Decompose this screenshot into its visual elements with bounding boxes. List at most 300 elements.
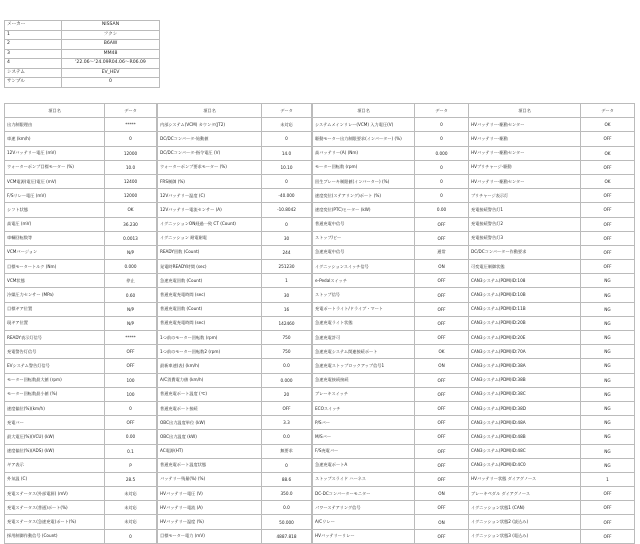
item-value: N/P xyxy=(105,302,157,316)
info-value: NISSAN xyxy=(62,21,160,31)
table-row xyxy=(313,501,469,515)
info-value: B6AW xyxy=(62,40,160,50)
table-row xyxy=(5,345,157,359)
item-name: モーター回転数最大値 (rpm) xyxy=(5,373,105,387)
item-value: 0 xyxy=(105,132,157,146)
table-row xyxy=(158,501,312,515)
item-value: ON xyxy=(415,260,469,274)
item-name: パワーステアリング信号 xyxy=(313,501,415,515)
info-label: システム xyxy=(5,68,62,78)
table-row xyxy=(469,316,635,330)
item-name: CAN3システム(PDM)ID:38D xyxy=(469,401,581,415)
item-name: 高電圧 (mV) xyxy=(5,217,105,231)
table-row xyxy=(158,118,312,132)
item-value: 14.0 xyxy=(262,146,312,160)
item-value: 750 xyxy=(262,331,312,345)
item-name: 急速充電回数 (Count) xyxy=(158,274,262,288)
item-value: N/P xyxy=(105,245,157,259)
item-name: 出力制限理由 xyxy=(5,118,105,132)
item-value: OFF xyxy=(415,416,469,430)
item-name: 充電ステータス(急速充電)ポート(%) xyxy=(5,515,105,529)
table-row xyxy=(158,345,312,359)
table-row xyxy=(313,529,469,543)
item-value: ON xyxy=(415,487,469,501)
table-row xyxy=(158,515,312,529)
item-value: 30 xyxy=(262,231,312,245)
item-name: モーター回転数最小値 (%) xyxy=(5,387,105,401)
column-header-name: 項目名 xyxy=(158,104,262,118)
table-row xyxy=(158,174,312,188)
item-name: HVバッテリー電流 (A) xyxy=(158,501,262,515)
item-value: 0 xyxy=(415,174,469,188)
item-value: 0.00 xyxy=(415,203,469,217)
item-name: プリチャージ表示灯 xyxy=(469,189,581,203)
item-name: OBC出力温度単位 (kW) xyxy=(158,416,262,430)
item-value: OFF xyxy=(105,345,157,359)
item-name: 速度偏位(%)(ADS) (kW) xyxy=(5,444,105,458)
item-value: OFF xyxy=(262,401,312,415)
item-name: CAN3システム(PDM)ID:4C0 xyxy=(469,458,581,472)
item-value: 0 xyxy=(415,160,469,174)
item-name: 普通充電充電時間 (sec) xyxy=(158,316,262,330)
table-row xyxy=(469,359,635,373)
table-row xyxy=(313,515,469,529)
item-value: OFF xyxy=(581,260,635,274)
table-row xyxy=(313,118,469,132)
item-name: CAN3システム(PDM)ID:11B xyxy=(469,302,581,316)
table-row xyxy=(469,160,635,174)
item-value: ***** xyxy=(105,118,157,132)
table-row xyxy=(158,132,312,146)
item-value: 36.230 xyxy=(105,217,157,231)
table-row xyxy=(313,487,469,501)
item-name: 充電ステータス(外部電源) (mV) xyxy=(5,487,105,501)
table-row xyxy=(469,515,635,529)
table-row xyxy=(158,288,312,302)
table-row xyxy=(5,387,157,401)
item-value: OFF xyxy=(105,416,157,430)
item-value: 0.0 xyxy=(262,501,312,515)
table-row xyxy=(469,345,635,359)
item-name: CAN3システム(PDM)ID:48B xyxy=(469,430,581,444)
item-value: 0.0 xyxy=(262,359,312,373)
item-name: 1つ前のモーター回転数 (rpm) xyxy=(158,331,262,345)
item-value: NG xyxy=(581,416,635,430)
column-header-name: 項目名 xyxy=(313,104,415,118)
item-name: 急速充電許可 xyxy=(313,331,415,345)
item-name: シフト状態 xyxy=(5,203,105,217)
item-name: イグニッション状態1 (CAN) xyxy=(469,501,581,515)
item-value: OFF xyxy=(415,274,469,288)
table-row xyxy=(5,118,157,132)
item-name: 普通充電ポート温度 (℃) xyxy=(158,387,262,401)
table-row xyxy=(469,331,635,345)
item-name: 充電接続警告灯2 xyxy=(469,217,581,231)
info-value: MM48 xyxy=(62,49,160,59)
table-row xyxy=(313,160,469,174)
info-value: '22.06〜'24.09R04.06〜R06.09 xyxy=(62,59,160,69)
item-value: OFF xyxy=(105,359,157,373)
item-name: CAN3システム(PDM)ID:108 xyxy=(469,274,581,288)
item-value: OK xyxy=(105,203,157,217)
info-label: メーカー xyxy=(5,21,62,31)
item-name: OBC出力温度 (kW) xyxy=(158,430,262,444)
table-row xyxy=(5,316,157,330)
info-value: 0 xyxy=(62,78,160,88)
item-value: 30 xyxy=(262,288,312,302)
item-value: 未対応 xyxy=(262,118,312,132)
item-value: OFF xyxy=(415,288,469,302)
item-name: 充電ステータス(普通)ポート(%) xyxy=(5,501,105,515)
item-value: 0 xyxy=(105,401,157,415)
table-row xyxy=(158,160,312,174)
data-table-4 xyxy=(468,103,635,544)
table-row xyxy=(313,316,469,330)
table-row xyxy=(469,430,635,444)
item-value: NG xyxy=(581,302,635,316)
item-name: A/Cリレー xyxy=(313,515,415,529)
item-name: HVバッテリー電圧 (V) xyxy=(158,487,262,501)
table-row xyxy=(469,401,635,415)
item-name: 最新車速(表) (km/h) xyxy=(158,359,262,373)
table-row xyxy=(469,529,635,543)
table-row xyxy=(5,472,157,486)
table-row xyxy=(158,430,312,444)
table-row xyxy=(158,217,312,231)
item-value: P xyxy=(105,458,157,472)
table-row xyxy=(158,146,312,160)
item-value: 未対応 xyxy=(105,501,157,515)
table-row xyxy=(158,472,312,486)
item-value: OFF xyxy=(415,217,469,231)
item-value: 50.000 xyxy=(262,515,312,529)
item-value: 1 xyxy=(262,274,312,288)
item-name: 普通充電中信号 xyxy=(313,217,415,231)
table-row xyxy=(469,118,635,132)
item-value: 0 xyxy=(415,118,469,132)
table-row xyxy=(158,203,312,217)
table-row xyxy=(5,288,157,302)
table-row xyxy=(469,501,635,515)
item-name: 12Vバッテリー温度 (C) xyxy=(158,189,262,203)
table-row xyxy=(469,146,635,160)
table-row xyxy=(313,458,469,472)
item-name: ストップスライド ハーネス xyxy=(313,472,415,486)
table-row xyxy=(158,458,312,472)
item-value: OFF xyxy=(415,231,469,245)
item-name: モーター回転数 (rpm) xyxy=(313,160,415,174)
table-row xyxy=(5,189,157,203)
info-label: サンプル xyxy=(5,78,62,88)
info-label: 3 xyxy=(5,49,62,59)
info-value: EV_HEV xyxy=(62,68,160,78)
item-value: OFF xyxy=(581,501,635,515)
item-name: 急速充電中信号 xyxy=(313,245,415,259)
table-row xyxy=(313,444,469,458)
item-name: 急速充電ライト状態 xyxy=(313,316,415,330)
item-value: NG xyxy=(581,444,635,458)
item-name: 普通充電ポート温度状態 xyxy=(158,458,262,472)
table-row xyxy=(469,373,635,387)
table-row xyxy=(469,245,635,259)
item-name: 高バッテリー(A) (Nm) xyxy=(313,146,415,160)
table-row xyxy=(313,274,469,288)
item-name: 外気温 (C) xyxy=(5,472,105,486)
item-value: NG xyxy=(581,401,635,415)
table-row xyxy=(5,401,157,415)
item-value: OFF xyxy=(581,217,635,231)
item-name: ECOスイッチ xyxy=(313,401,415,415)
item-value: 0.1 xyxy=(105,444,157,458)
item-name: CAN3システム(PDM)ID:20B xyxy=(469,316,581,330)
table-row xyxy=(158,529,312,543)
column-header-data: データ xyxy=(262,104,312,118)
item-value: 0 xyxy=(262,458,312,472)
item-value: OFF xyxy=(415,401,469,415)
item-value: OFF xyxy=(415,331,469,345)
item-value: 0.60 xyxy=(105,288,157,302)
item-value: NG xyxy=(581,430,635,444)
item-name: CAN3システム(PDM)ID:10B xyxy=(469,288,581,302)
item-value: NG xyxy=(581,331,635,345)
item-value: 0.0 xyxy=(262,430,312,444)
item-value: OFF xyxy=(581,245,635,259)
item-value: OFF xyxy=(415,316,469,330)
table-row xyxy=(313,260,469,274)
item-value: 0.00 xyxy=(105,430,157,444)
table-row xyxy=(469,302,635,316)
table-row xyxy=(5,260,157,274)
item-name: ストップ信号 xyxy=(313,288,415,302)
table-row xyxy=(313,203,469,217)
item-name: CAN3システム(PDM)ID:38B xyxy=(469,373,581,387)
item-value: 0 xyxy=(262,132,312,146)
item-name: HVバッテリーリレー xyxy=(313,529,415,543)
table-row xyxy=(5,416,157,430)
item-name: 速度変位(ステアリング)ポート (%) xyxy=(313,189,415,203)
table-row xyxy=(313,401,469,415)
item-value: ***** xyxy=(105,331,157,345)
table-row xyxy=(469,174,635,188)
item-value: OFF xyxy=(581,132,635,146)
item-value: OK xyxy=(581,146,635,160)
table-row xyxy=(5,217,157,231)
item-value: NG xyxy=(581,316,635,330)
item-value: 350.0 xyxy=(262,487,312,501)
table-row xyxy=(469,260,635,274)
item-name: DC-DCコンバーターモニター xyxy=(313,487,415,501)
item-name: 普通充電充電時間 (sec) xyxy=(158,288,262,302)
table-row xyxy=(158,444,312,458)
item-value: 0 xyxy=(415,132,469,146)
item-name: 可変電圧制御状態 xyxy=(469,260,581,274)
table-row xyxy=(5,458,157,472)
table-row xyxy=(158,373,312,387)
item-value: 12400 xyxy=(105,174,157,188)
item-name: CAN3システム(PDM)ID:48C xyxy=(469,444,581,458)
item-name: 12Vバッテリー電圧 (mV) xyxy=(5,146,105,160)
item-name: HVバッテリー状態 ダイアグノース xyxy=(469,472,581,486)
info-row xyxy=(5,68,160,78)
column-header-data: データ xyxy=(581,104,635,118)
table-row xyxy=(5,132,157,146)
item-name: READY回数 (Count) xyxy=(158,245,262,259)
table-row xyxy=(313,245,469,259)
table-row xyxy=(158,387,312,401)
item-name: DC/DCコンバータ-指令電圧 (V) xyxy=(158,146,262,160)
item-value: 0.000 xyxy=(105,260,157,274)
item-value: 1 xyxy=(581,472,635,486)
item-value: 12000 xyxy=(105,189,157,203)
info-row xyxy=(5,30,160,40)
table-row xyxy=(469,444,635,458)
item-name: HVバッテリー-駆動センター xyxy=(469,146,581,160)
table-row xyxy=(5,146,157,160)
item-name: F/Sリレー電圧 (mV) xyxy=(5,189,105,203)
item-name: HVバッテリー-駆動センター xyxy=(469,174,581,188)
table-row xyxy=(469,387,635,401)
table-row xyxy=(158,231,312,245)
item-value: OK xyxy=(415,345,469,359)
item-name: CAN3システム(PDM)ID:38A xyxy=(469,359,581,373)
table-row xyxy=(158,260,312,274)
item-value: NG xyxy=(581,387,635,401)
table-row xyxy=(158,189,312,203)
item-name: イグニッション状態2 (読込み) xyxy=(469,515,581,529)
item-name: 冷媒圧力センサー (MPa) xyxy=(5,288,105,302)
table-row xyxy=(158,274,312,288)
item-name: FRS制御 (%) xyxy=(158,174,262,188)
table-row xyxy=(313,146,469,160)
item-name: P/Sバー xyxy=(313,416,415,430)
item-name: 速度偏位(%)(km/h) xyxy=(5,401,105,415)
item-value: ON xyxy=(415,515,469,529)
table-row xyxy=(158,359,312,373)
table-row xyxy=(5,430,157,444)
table-row xyxy=(158,302,312,316)
table-row xyxy=(313,331,469,345)
table-row xyxy=(158,487,312,501)
item-name: CAN3システム(PDM)ID:20E xyxy=(469,331,581,345)
item-value: OK xyxy=(581,174,635,188)
data-table-1 xyxy=(4,103,157,544)
table-row xyxy=(313,472,469,486)
item-value: NG xyxy=(581,345,635,359)
table-row xyxy=(5,501,157,515)
item-name: DC/DCコンバータ-始動値 xyxy=(158,132,262,146)
item-value: 停止 xyxy=(105,274,157,288)
item-value: NG xyxy=(581,458,635,472)
item-name: ウォーターポンプ要求モーター (%) xyxy=(158,160,262,174)
info-row xyxy=(5,40,160,50)
item-name: CAN3システム(PDM)ID:38C xyxy=(469,387,581,401)
item-value: 0 xyxy=(105,529,157,543)
table-row xyxy=(158,401,312,415)
table-row xyxy=(5,274,157,288)
item-value: NG xyxy=(581,288,635,302)
info-value: フクシ xyxy=(62,30,160,40)
table-row xyxy=(469,288,635,302)
table-row xyxy=(5,373,157,387)
item-name: HVバッテリー温度 (%) xyxy=(158,515,262,529)
item-value: OFF xyxy=(581,487,635,501)
column-header-data: データ xyxy=(415,104,469,118)
item-name: 普通充電回数 (Count) xyxy=(158,302,262,316)
info-label: 4 xyxy=(5,59,62,69)
item-name: 最大電圧(%)(VCU) (kW) xyxy=(5,430,105,444)
item-name: 内部システム(VCM) カウンタ(JT2) xyxy=(158,118,262,132)
item-value: OFF xyxy=(415,458,469,472)
item-name: ギア表示 xyxy=(5,458,105,472)
item-value: 750 xyxy=(262,345,312,359)
item-name: 急速充電システム関連接続ポート xyxy=(313,345,415,359)
item-name: イグニッション状態3 (電込み) xyxy=(469,529,581,543)
item-value: NG xyxy=(581,373,635,387)
item-name: 充電警告灯信号 xyxy=(5,345,105,359)
item-name: ウォーターポンプ目標モーター (%) xyxy=(5,160,105,174)
item-name: バッテリー残量(%) (%) xyxy=(158,472,262,486)
item-value: OFF xyxy=(415,472,469,486)
item-name: イグニッション 耐電耐電 xyxy=(158,231,262,245)
table-row xyxy=(5,160,157,174)
item-value: 20 xyxy=(262,387,312,401)
item-name: CAN3システム(PDM)ID:70A xyxy=(469,345,581,359)
item-value: 100 xyxy=(105,373,157,387)
item-value: OFF xyxy=(415,529,469,543)
table-row xyxy=(313,132,469,146)
item-name: AC電源(HT) xyxy=(158,444,262,458)
column-header-data: データ xyxy=(105,104,157,118)
table-row xyxy=(5,174,157,188)
table-row xyxy=(469,472,635,486)
item-name: VCM状態 xyxy=(5,274,105,288)
item-value: 0 xyxy=(415,189,469,203)
table-row xyxy=(158,416,312,430)
table-row xyxy=(158,245,312,259)
item-name: 充電バー xyxy=(5,416,105,430)
table-row xyxy=(313,189,469,203)
table-row xyxy=(5,245,157,259)
item-value: 未対応 xyxy=(105,515,157,529)
table-row xyxy=(158,331,312,345)
item-name: F/S充電バー xyxy=(313,444,415,458)
item-name: 車輌回転数等 xyxy=(5,231,105,245)
item-value: OFF xyxy=(415,387,469,401)
table-row xyxy=(469,416,635,430)
info-row xyxy=(5,21,160,31)
item-name: VCM電源(電圧)電圧 (mV) xyxy=(5,174,105,188)
info-label: 1 xyxy=(5,30,62,40)
table-row xyxy=(313,231,469,245)
item-value: 0 xyxy=(262,217,312,231)
table-row xyxy=(5,515,157,529)
table-row xyxy=(469,487,635,501)
item-name: 採用制御作動信号 (Count) xyxy=(5,529,105,543)
table-row xyxy=(313,359,469,373)
info-row xyxy=(5,78,160,88)
item-name: READY表示灯信号 xyxy=(5,331,105,345)
item-name: e-Pedalスイッチ xyxy=(313,274,415,288)
item-value: 0.000 xyxy=(262,373,312,387)
table-row xyxy=(313,373,469,387)
item-name: イグニッションON経過一致 CT (Count) xyxy=(158,217,262,231)
item-value: 3.3 xyxy=(262,416,312,430)
table-row xyxy=(313,302,469,316)
item-name: 目標モーター電力 (mV) xyxy=(158,529,262,543)
info-row xyxy=(5,59,160,69)
item-value: 10.0 xyxy=(105,160,157,174)
table-row xyxy=(313,430,469,444)
